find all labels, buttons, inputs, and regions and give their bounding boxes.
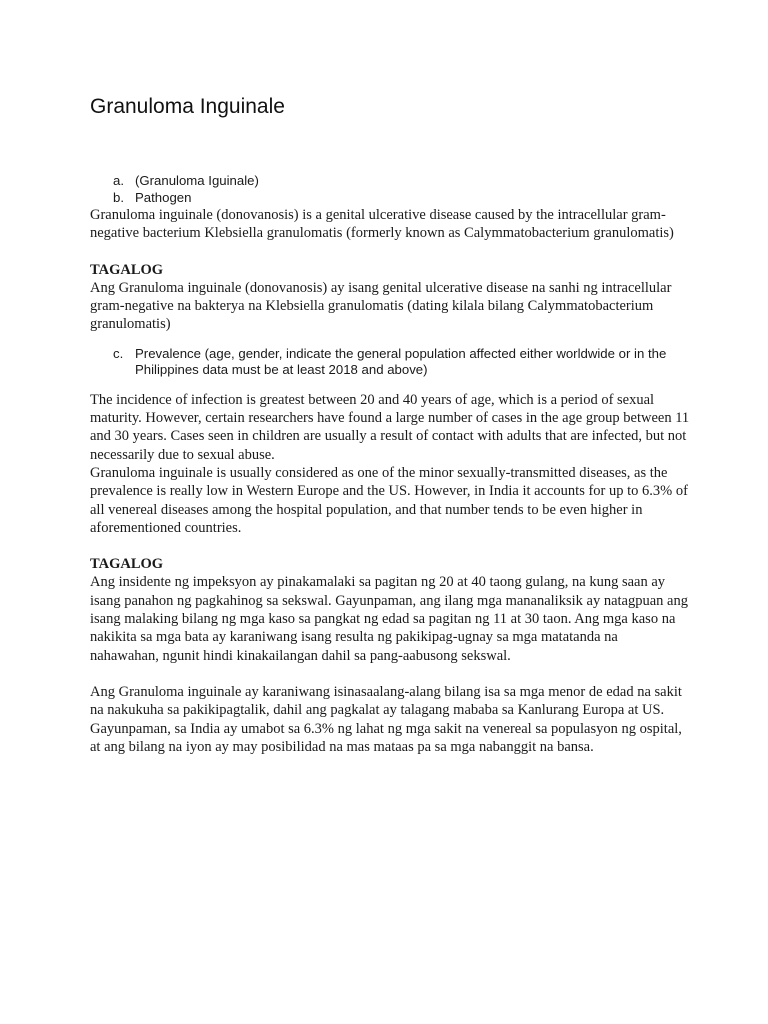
prevalence-paragraph-english-2: Granuloma inguinale is usually considered as one of the minor sexually-transmitted diseases, as the prevalence is really low in Western Europe and the US. However, in India it accounts for up to 6.3% of all venereal diseases among the hospital population, and that number tends to be even higher in aforementioned countries. <box>90 464 688 536</box>
list-marker: c. <box>113 345 124 361</box>
tagalog-heading: TAGALOG <box>90 556 164 573</box>
prevalence-paragraph-tagalog-2: Ang Granuloma inguinale ay karaniwang isinasaalang-alang bilang isa sa mga menor de edad na sakit na nakukuha sa pakikipagtalik, dahil ang pagkalat ay talagang mababa sa Kanlurang Europa at US. Gayunpaman, sa India ay umabot sa 6.3% ng lahat ng mga sakit na venereal sa populasyon ng ospital, at ang bilang na iyon ay may posibilidad na mas mataas pa sa mga nabanggit na bansa. <box>90 683 682 755</box>
list-item-text: Pathogen <box>135 189 192 205</box>
list-item-text: (Granuloma Iguinale) <box>135 173 259 188</box>
list-item-text: Prevalence (age, gender, indicate the general population affected either worldwide or in the Philippines data must be at least 2018 and above) <box>135 345 667 378</box>
tagalog-heading: TAGALOG <box>90 261 164 278</box>
document-title: Granuloma Inguinale <box>90 95 285 118</box>
document-page <box>90 94 690 756</box>
list-item <box>90 346 690 379</box>
list-marker: b. <box>113 189 124 205</box>
list-item <box>90 173 690 190</box>
list-marker: a. <box>113 173 124 188</box>
list-item <box>90 190 690 207</box>
pathogen-paragraph-tagalog: Ang Granuloma inguinale (donovanosis) ay isang genital ulcerative disease na sanhi ng intracellular gram-negative na bakterya na Klebsiella granulomatis (dating kilala bilang Calymmatobacterium granulomatis) <box>90 279 672 333</box>
outline-list-ab <box>90 173 690 206</box>
pathogen-paragraph-english: Granuloma inguinale (donovanosis) is a genital ulcerative disease caused by the intracellular gram-negative bacterium Klebsiella granulomatis (formerly known as Calymmatobacterium granulomatis) <box>90 207 674 242</box>
prevalence-paragraph-tagalog-1: Ang insidente ng impeksyon ay pinakamalaki sa pagitan ng 20 at 40 taong gulang, na kung saan ay isang panahon ng pagkahinog sa sekswal. Gayunpaman, ang ilang mga mananaliksik ay natagpuan ang isang malaking bilang ng mga kaso sa pangkat ng edad sa pagitan ng 11 at 30 taon. Ang mga kaso na nakikita sa mga bata ay karaniwang isang resulta ng pakikipag-ugnay sa mga matatanda na nahawahan, ngunit hindi kinakailangan dahil sa pang-aabusong sekswal. <box>90 574 688 664</box>
prevalence-paragraph-english-1: The incidence of infection is greatest between 20 and 40 years of age, which is a period of sexual maturity. However, certain researchers have found a large number of cases in the age group between 11 and 30 years. Cases seen in children are usually a result of contact with adults that are infected, but not necessarily due to sexual abuse. <box>90 391 690 463</box>
outline-list-c <box>90 346 690 379</box>
